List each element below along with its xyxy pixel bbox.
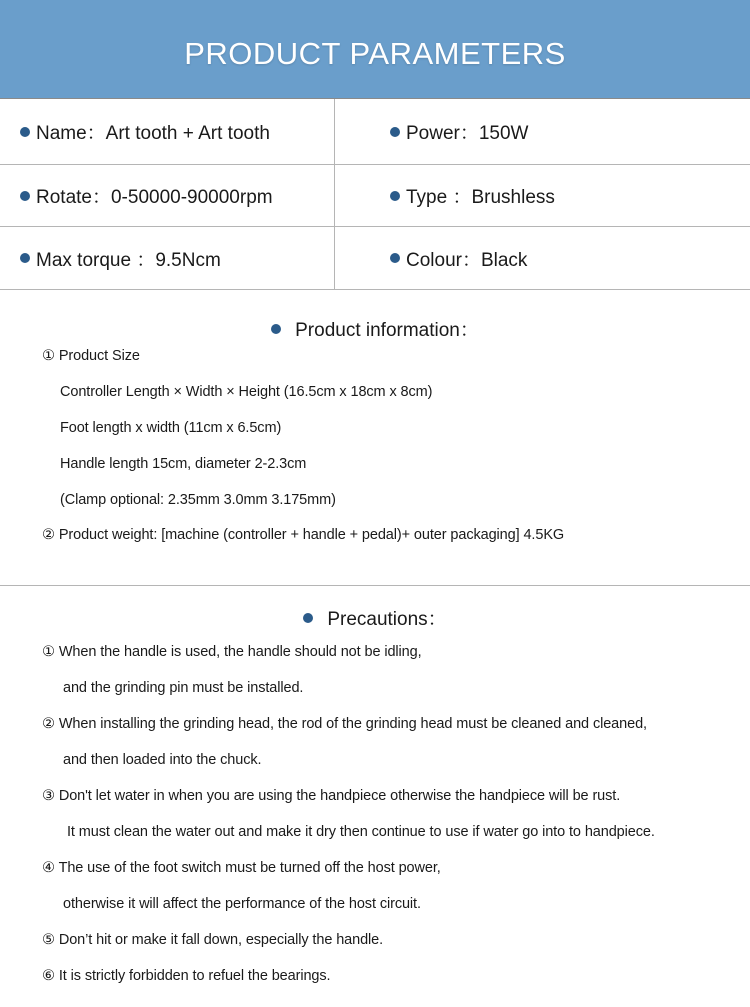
precaution-line: otherwise it will affect the performance of the host circuit.	[63, 896, 421, 912]
precaution-line: ⑤ Don’t hit or make it fall down, especially the handle.	[42, 932, 384, 948]
info-line: (Clamp optional: 2.35mm 3.0mm 3.175mm)	[60, 492, 336, 508]
parameter-cell-name	[20, 99, 270, 164]
precautions-section	[0, 586, 750, 1007]
parameter-power: Power：150W	[406, 123, 529, 144]
bullet-icon	[390, 127, 400, 137]
bullet-icon	[20, 191, 30, 201]
bullet-icon	[390, 191, 400, 201]
parameter-row	[0, 227, 750, 290]
product-information-heading	[0, 315, 750, 342]
bullet-icon	[20, 253, 30, 263]
parameter-torque: Max torque ：9.5Ncm	[36, 249, 221, 271]
precaution-line: ③ Don't let water in when you are using the handpiece otherwise the handpiece will be rust.	[42, 788, 621, 804]
page-title: PRODUCT PARAMETERS	[184, 36, 566, 71]
bullet-icon	[303, 613, 313, 623]
bullet-icon	[20, 127, 30, 137]
info-line: ① Product Size	[42, 348, 140, 364]
parameter-table	[0, 98, 750, 289]
parameter-row	[0, 165, 750, 227]
precaution-line: ② When installing the grinding head, the rod of the grinding head must be cleaned and cleaned,	[42, 716, 647, 732]
info-line: Controller Length × Width × Height (16.5cm x 18cm x 8cm)	[60, 384, 433, 400]
info-line: Foot length x width (11cm x 6.5cm)	[60, 420, 282, 436]
precaution-line: ① When the handle is used, the handle should not be idling,	[42, 644, 422, 660]
parameter-cell-rotate	[20, 165, 273, 226]
precaution-line: and then loaded into the chuck.	[63, 752, 262, 768]
parameter-type: Type ：Brushless	[406, 187, 555, 208]
product-information-title: Product information：	[295, 320, 479, 341]
parameter-cell-colour	[390, 227, 527, 289]
product-information-section	[0, 289, 750, 586]
column-divider	[334, 99, 335, 290]
header-banner	[0, 0, 750, 98]
precaution-line: It must clean the water out and make it dry then continue to use if water go into to handpiece.	[67, 824, 655, 840]
precautions-title: Precautions：	[327, 609, 447, 630]
precaution-line: ④ The use of the foot switch must be turned off the host power,	[42, 860, 441, 876]
parameter-rotate: Rotate：0-50000-90000rpm	[36, 187, 273, 208]
parameter-row	[0, 99, 750, 165]
parameter-name: Name：Art tooth + Art tooth	[36, 123, 270, 144]
precaution-line: ⑥ It is strictly forbidden to refuel the bearings.	[42, 968, 331, 984]
parameter-cell-power	[390, 99, 529, 164]
parameter-cell-type	[390, 165, 555, 226]
bullet-icon	[390, 253, 400, 263]
bullet-icon	[271, 324, 281, 334]
info-line: Handle length 15cm, diameter 2-2.3cm	[60, 456, 307, 472]
parameter-colour: Colour：Black	[406, 249, 528, 271]
info-line: ② Product weight: [machine (controller + handle + pedal)+ outer packaging] 4.5KG	[42, 527, 565, 543]
precautions-heading	[0, 604, 750, 631]
parameter-cell-torque	[20, 227, 221, 289]
precaution-line: and the grinding pin must be installed.	[63, 680, 304, 696]
